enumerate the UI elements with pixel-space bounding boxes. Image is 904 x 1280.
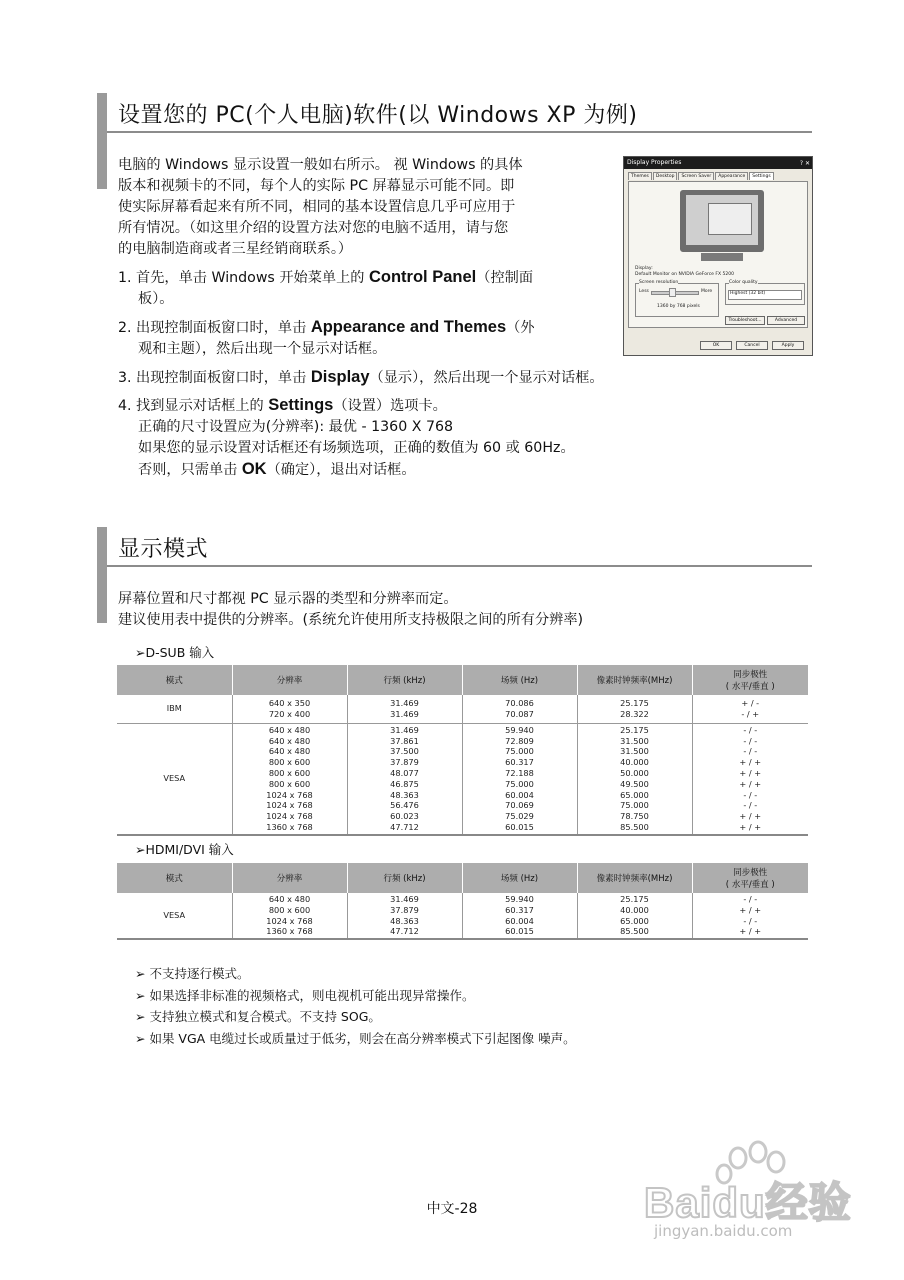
note-item: ➢ 如果选择非标准的视频格式，则电视机可能出现异常操作。 [135, 987, 475, 1003]
vfreq-cell: 70.086 70.087 [462, 695, 577, 723]
tab-desktop[interactable]: Desktop [653, 172, 678, 180]
tab-themes[interactable]: Themes [628, 172, 652, 180]
intro-line: 版本和视频卡的不同，每个人的实际 PC 屏幕显示可能不同。即 [118, 178, 515, 194]
control-panel-term: Control Panel [368, 268, 477, 286]
section2-intro-1: 屏幕位置和尺寸都视 PC 显示器的类型和分辨率而定。 [118, 591, 458, 607]
settings-term: Settings [268, 396, 334, 414]
section1-bar [97, 93, 107, 189]
tab-settings[interactable]: Settings [749, 172, 773, 180]
section2-intro-2: 建议使用表中提供的分辨率。(系统允许使用所支持极限之间的所有分辨率) [118, 612, 584, 628]
display-value: Default Monitor on NVIDIA GeForce FX 5200 [635, 272, 734, 277]
dialog-titlebar [624, 157, 812, 169]
section1-title: 设置您的 PC(个人电脑)软件(以 Windows XP 为例) [118, 103, 638, 128]
dialog-tabs [628, 172, 775, 180]
section2-bar [97, 527, 107, 623]
monitor-stand [701, 253, 743, 261]
ok-button[interactable]: OK [700, 341, 732, 350]
baidu-watermark [640, 1140, 870, 1250]
apply-button[interactable]: Apply [772, 341, 804, 350]
note-item: ➢ 支持独立模式和复合模式。不支持 SOG。 [135, 1009, 381, 1024]
note-item: ➢ 如果 VGA 电缆过长或质量过于低劣，则会在高分辨率模式下引起图像 噪声。 [135, 1030, 576, 1046]
resolution-slider-thumb[interactable] [669, 288, 676, 297]
less-label: Less [639, 289, 649, 294]
troubleshoot-button[interactable]: Troubleshoot... [725, 316, 765, 325]
monitor-window [708, 203, 752, 235]
color-label: Color quality [729, 280, 758, 285]
pol-cell: - / - - / - - / - + / + + / + + / + - / - - / - + / + + / + [692, 723, 808, 835]
section1-rule [107, 131, 812, 133]
step-2: 2. 出现控制面板窗口时，单击 Appearance and Themes（外 观和主题），然后出现一个显示对话框。 [118, 318, 535, 357]
res-cell: 640 x 350 720 x 400 [232, 695, 347, 723]
res-cell: 640 x 480 640 x 480 640 x 480 800 x 600 800 x 600 800 x 600 1024 x 768 1024 x 768 1024 x 768 1360 x 768 [232, 723, 347, 835]
color-value: Highest (32 bit) [730, 291, 766, 296]
step-1: 1. 首先，单击 Windows 开始菜单上的 Control Panel（控制面 板）。 [118, 268, 534, 307]
col-pixclock: 像素时钟频率(MHz) [577, 665, 692, 695]
vfreq-cell: 59.940 72.809 75.000 60.317 72.188 75.000 60.004 70.069 75.029 60.015 [462, 723, 577, 835]
watermark-brand: Baidu经验 [644, 1179, 852, 1226]
intro-line: 使实际屏幕看起来有所不同，相同的基本设置信息几乎可应用于 [118, 199, 516, 215]
clk-cell: 25.175 40.000 65.000 85.500 [577, 893, 692, 939]
monitor-screen [686, 195, 758, 245]
col-vfreq: 场频 (Hz) [462, 863, 577, 893]
col-polarity: 同步极性 ( 水平/垂直 ) [692, 665, 808, 695]
section2-title: 显示模式 [118, 537, 209, 562]
hdmi-table [117, 863, 808, 940]
col-hfreq: 行频 (kHz) [347, 863, 462, 893]
col-resolution: 分辨率 [232, 665, 347, 695]
vfreq-cell: 59.940 60.317 60.004 60.015 [462, 893, 577, 939]
col-vfreq: 场频 (Hz) [462, 665, 577, 695]
clk-cell: 25.175 28.322 [577, 695, 692, 723]
monitor-icon [680, 190, 764, 252]
pol-cell: - / - + / + - / - + / + [692, 893, 808, 939]
col-resolution: 分辨率 [232, 863, 347, 893]
hfreq-cell: 31.469 37.879 48.363 47.712 [347, 893, 462, 939]
cancel-button[interactable]: Cancel [736, 341, 768, 350]
appearance-term: Appearance and Themes [310, 318, 507, 336]
col-mode: 模式 [117, 863, 232, 893]
dsub-label: ➢D-SUB 输入 [135, 645, 215, 660]
col-hfreq: 行频 (kHz) [347, 665, 462, 695]
table-row [117, 723, 808, 835]
note-item: ➢ 不支持逐行模式。 [135, 966, 250, 981]
ok-term: OK [241, 460, 267, 478]
section2-rule [107, 565, 812, 567]
resolution-label: Screen resolution [639, 280, 679, 285]
advanced-button[interactable]: Advanced [767, 316, 805, 325]
dialog-help-close-icon[interactable]: ? ✕ [799, 160, 810, 167]
page-number: 中文-28 [426, 1201, 478, 1217]
tab-appearance[interactable]: Appearance [715, 172, 748, 180]
mode-cell: IBM [117, 695, 232, 723]
col-mode: 模式 [117, 665, 232, 695]
table-row [117, 695, 808, 723]
dsub-table [117, 665, 808, 836]
display-term: Display [310, 368, 370, 386]
dialog-title: Display Properties [627, 159, 682, 166]
intro-line: 的电脑制造商或者三星经销商联系。） [118, 241, 353, 257]
table-row [117, 893, 808, 939]
hdmi-label: ➢HDMI/DVI 输入 [135, 842, 234, 857]
clk-cell: 25.175 31.500 31.500 40.000 50.000 49.500 65.000 75.000 78.750 85.500 [577, 723, 692, 835]
intro-line: 所有情况。（如这里介绍的设置方法对您的电脑不适用，请与您 [118, 220, 509, 236]
section1-intro [118, 155, 608, 260]
step-3: 3. 出现控制面板窗口时，单击 Display（显示），然后出现一个显示对话框。 [118, 368, 604, 386]
mode-cell: VESA [117, 893, 232, 939]
display-label: Display: [635, 266, 653, 271]
intro-line: 电脑的 Windows 显示设置一般如右所示。 视 Windows 的具体 [118, 157, 523, 173]
notes-list [135, 963, 576, 1049]
more-label: More [701, 289, 713, 294]
tab-screen-saver[interactable]: Screen Saver [678, 172, 714, 180]
res-cell: 640 x 480 800 x 600 1024 x 768 1360 x 768 [232, 893, 347, 939]
watermark-url: jingyan.baidu.com [654, 1222, 793, 1240]
resolution-value: 1360 by 768 pixels [657, 304, 700, 309]
display-properties-dialog [623, 156, 813, 356]
step-4: 4. 找到显示对话框上的 Settings（设置）选项卡。 正确的尺寸设置应为(分辨率): 最优 - 1360 X 768 如果您的显示设置对话框还有场频选项，正确的数值为 60 或 60Hz。 否则，只需单击 OK（确定），退出对话框。 [118, 396, 575, 478]
col-polarity: 同步极性 ( 水平/垂直 ) [692, 863, 808, 893]
pol-cell: + / - - / + [692, 695, 808, 723]
settings-panel [628, 181, 808, 328]
hfreq-cell: 31.469 37.861 37.500 37.879 48.077 46.875 48.363 56.476 60.023 47.712 [347, 723, 462, 835]
hfreq-cell: 31.469 31.469 [347, 695, 462, 723]
col-pixclock: 像素时钟频率(MHz) [577, 863, 692, 893]
mode-cell: VESA [117, 723, 232, 835]
